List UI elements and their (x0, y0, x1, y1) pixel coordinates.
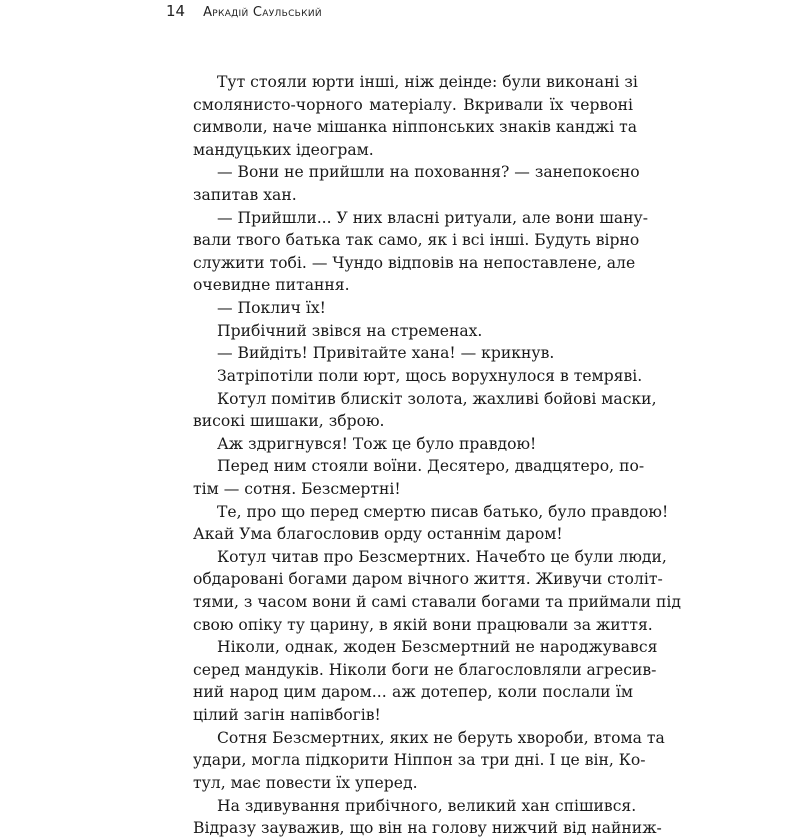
body-text (193, 71, 681, 840)
page-number: 14 (166, 2, 186, 20)
text-line: обдаровані богами даром вічного життя. Живучи століт- (193, 570, 663, 589)
text-line: тім — сотня. Безсмертні! (193, 479, 401, 498)
text-line: ний народ цим даром... аж дотепер, коли послали їм (193, 683, 633, 702)
text-line: На здивування прибічного, великий хан спішився. (217, 796, 637, 815)
text-line: Котул читав про Безсмертних. Начебто це були люди, (217, 547, 667, 566)
text-line: тул, має повести їх уперед. (193, 773, 418, 792)
text-line: запитав хан. (193, 186, 297, 205)
text-line: Котул помітив блискіт золота, жахливі бойові маски, (217, 389, 657, 408)
text-line: вали твого батька так само, як і всі інші. Будуть вірно (193, 231, 640, 250)
text-line: — Вони не прийшли на поховання? — занепокоєно (217, 163, 640, 182)
text-line: Тут стояли юрти інші, ніж деінде: були виконані зі (217, 73, 638, 91)
text-line: тями, з часом вони й самі ставали богами та приймали під (193, 593, 681, 612)
text-line: Перед ним стояли воїни. Десятеро, двадцятеро, по- (217, 457, 645, 476)
text-line: серед мандуків. Ніколи боги не благословляли агресив- (193, 660, 657, 679)
text-line: Прибічний звівся на стременах. (217, 321, 483, 340)
text-line: очевидне питання. (193, 276, 350, 295)
text-line: служити тобі. — Чундо відповів на непоставлене, але (193, 253, 636, 272)
text-line: Сотня Безсмертних, яких не беруть хвороби, втома та (217, 728, 665, 747)
text-line: мандуцьких ідеограм. (193, 140, 374, 159)
text-line: свою опіку ту царину, в якій вони працювали за життя. (193, 615, 653, 634)
text-line: Ніколи, однак, жоден Безсмертний не народжувався (217, 638, 658, 657)
running-title-author: Аркадій Саульський (203, 5, 322, 20)
page-header (166, 2, 322, 20)
text-line: Акай Ума благословив орду останнім даром! (193, 525, 563, 544)
text-line: цілий загін напівбогів! (193, 706, 381, 725)
text-line: — Поклич їх! (217, 299, 326, 318)
text-line: Затріпотіли поли юрт, щось ворухнулося в темряві. (217, 366, 643, 385)
text-line: Аж здригнувся! Тож це було правдою! (217, 434, 537, 453)
text-line: — Вийдіть! Привітайте хана! — крикнув. (217, 344, 555, 363)
text-line: удари, могла підкорити Ніппон за три дні. І це він, Ко- (193, 751, 646, 770)
text-line: смолянисто-чорного матеріалу. Вкривали їх червоні (193, 95, 633, 114)
text-line: Те, про що перед смертю писав батько, було правдою! (217, 502, 669, 521)
text-line: символи, наче мішанка ніппонських знаків канджі та (193, 118, 638, 137)
text-line: Відразу зауважив, що він на голову нижчий від найниж- (193, 819, 662, 838)
text-line: — Прийшли... У них власні ритуали, але вони шану- (217, 208, 648, 227)
text-line: високі шишаки, зброю. (193, 412, 385, 431)
